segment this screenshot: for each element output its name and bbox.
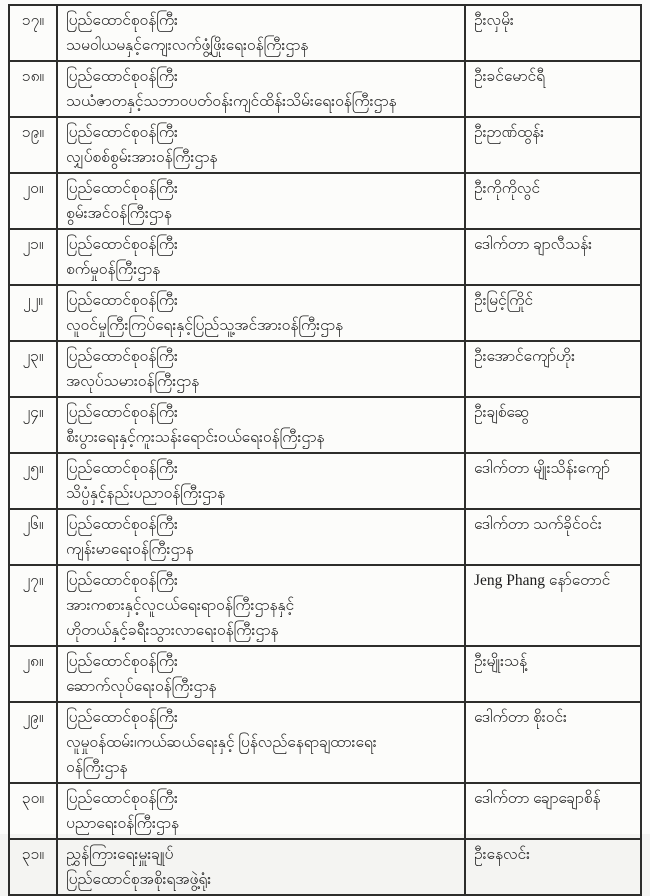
position-and-ministry-cell	[58, 703, 466, 782]
minister-name-cell: ဦးအောင်ကျော်ဟိုး	[474, 348, 576, 365]
ministers-table	[8, 4, 642, 896]
table-row	[10, 62, 640, 118]
ministry-name-line: လျှပ်စစ်စွမ်းအားဝန်ကြီးဌာန	[66, 149, 218, 166]
position-title-line: ပြည်ထောင်စုဝန်ကြီး	[66, 236, 178, 253]
ministry-name-line: ဟိုတယ်နှင့်ခရီးသွားလာရေးဝန်ကြီးဌာန	[66, 622, 279, 639]
position-and-ministry-cell	[58, 784, 466, 838]
table-row	[10, 566, 640, 647]
ministry-name-line: ကျန်းမာရေးဝန်ကြီးဌာန	[66, 541, 194, 558]
position-and-ministry-cell	[58, 174, 466, 228]
minister-name-cell: ဒေါက်တာ မျိုးသိန်းကျော်	[474, 460, 610, 477]
ministry-name-line: ဆောက်လုပ်ရေးဝန်ကြီးဌာန	[66, 678, 217, 695]
minister-name-cell: ဦးမြင့်ကြိုင်	[474, 292, 533, 309]
position-and-ministry-cell	[58, 510, 466, 564]
ministry-name-line: သိပ္ပံနှင့်နည်းပညာဝန်ကြီးဌာန	[66, 485, 225, 502]
row-number: ၂၁။	[10, 230, 58, 284]
table-row	[10, 510, 640, 566]
table-row	[10, 647, 640, 703]
ministry-name-line: ဝန်ကြီးဌာန	[66, 759, 128, 776]
minister-name-cell: ဒေါက်တာ ချာလီသန်း	[474, 236, 593, 253]
position-title-line: ညွှန်ကြားရေးမှူးချုပ်	[66, 846, 174, 863]
position-and-ministry-cell	[58, 118, 466, 172]
ministry-name-line: သယံဇာတနှင့်သဘာဝပတ်ဝန်းကျင်ထိန်းသိမ်းရေးဝန်ကြီးဌာန	[66, 93, 397, 110]
minister-name-cell: ဦးမျိုးသန့်	[474, 653, 528, 670]
row-number: ၂၂။	[10, 286, 58, 340]
ministry-name-line: စွမ်းအင်ဝန်ကြီးဌာန	[66, 205, 172, 222]
ministry-name-line: အလုပ်သမားဝန်ကြီးဌာန	[66, 373, 200, 390]
row-number: ၂၆။	[10, 510, 58, 564]
minister-name-cell: ဒေါက်တာ ချောချောစိန်	[474, 790, 601, 807]
ministry-name-line: ပြည်ထောင်စုအစိုးရအဖွဲ့ရုံး	[66, 871, 212, 888]
minister-name-cell: ဦးနေလင်း	[474, 846, 531, 863]
ministry-name-line: ပညာရေးဝန်ကြီးဌာန	[66, 815, 179, 832]
position-and-ministry-cell	[58, 286, 466, 340]
row-number: ၁၇။	[10, 6, 58, 60]
minister-name-cell: ဦးဉာဏ်ထွန်း	[474, 124, 545, 141]
table-row	[10, 118, 640, 174]
row-number: ၂၀။	[10, 174, 58, 228]
position-title-line: ပြည်ထောင်စုဝန်ကြီး	[66, 572, 178, 589]
position-title-line: ပြည်ထောင်စုဝန်ကြီး	[66, 709, 178, 726]
minister-name-cell: ဒေါက်တာ စိုးဝင်း	[474, 709, 567, 726]
table-row	[10, 286, 640, 342]
position-and-ministry-cell	[58, 230, 466, 284]
row-number: ၂၅။	[10, 454, 58, 508]
row-number: ၃၁။	[10, 840, 58, 894]
row-number: ၂၇။	[10, 566, 58, 645]
position-and-ministry-cell	[58, 342, 466, 396]
position-title-line: ပြည်ထောင်စုဝန်ကြီး	[66, 180, 178, 197]
row-number: ၃၀။	[10, 784, 58, 838]
ministry-name-line: စက်မှုဝန်ကြီးဌာန	[66, 261, 161, 278]
minister-name-cell: ဦးခင်မောင်ရီ	[474, 68, 545, 85]
table-row	[10, 230, 640, 286]
ministry-name-line: စီးပွားရေးနှင့်ကူးသန်းရောင်းဝယ်ရေးဝန်ကြီးဌာန	[66, 429, 325, 446]
minister-name-cell: ဦးချစ်ဆွေ	[474, 404, 530, 421]
table-row	[10, 784, 640, 840]
ministry-name-line: လူမှုဝန်ထမ်း၊ကယ်ဆယ်ရေးနှင့် ပြန်လည်နေရာချထားရေး	[66, 734, 377, 751]
ministry-name-line: သမဝါယမနှင့်ကျေးလက်ဖွံ့ဖြိုးရေးဝန်ကြီးဌာန	[66, 37, 309, 54]
minister-name-cell: ဦးကိုကိုလွင်	[474, 180, 540, 197]
position-title-line: ပြည်ထောင်စုဝန်ကြီး	[66, 516, 178, 533]
position-title-line: ပြည်ထောင်စုဝန်ကြီး	[66, 348, 178, 365]
position-and-ministry-cell	[58, 566, 466, 645]
position-and-ministry-cell	[58, 62, 466, 116]
table-row	[10, 398, 640, 454]
ministry-name-line: လူဝင်မှုကြီးကြပ်ရေးနှင့်ပြည်သူ့အင်အားဝန်ကြီးဌာန	[66, 317, 344, 334]
row-number: ၂၄။	[10, 398, 58, 452]
row-number: ၂၃။	[10, 342, 58, 396]
position-title-line: ပြည်ထောင်စုဝန်ကြီး	[66, 124, 178, 141]
position-and-ministry-cell	[58, 454, 466, 508]
minister-name-cell: ဦးလှမိုး	[474, 12, 514, 29]
position-and-ministry-cell	[58, 647, 466, 701]
table-row	[10, 703, 640, 784]
position-title-line: ပြည်ထောင်စုဝန်ကြီး	[66, 653, 178, 670]
position-and-ministry-cell	[58, 398, 466, 452]
minister-name-cell: ဒေါက်တာ သက်ခိုင်ဝင်း	[474, 516, 602, 533]
table-row	[10, 840, 640, 896]
minister-name-cell: Jeng Phang နော်တောင်	[474, 572, 611, 589]
position-title-line: ပြည်ထောင်စုဝန်ကြီး	[66, 790, 178, 807]
position-title-line: ပြည်ထောင်စုဝန်ကြီး	[66, 460, 178, 477]
position-and-ministry-cell	[58, 6, 466, 60]
row-number: ၂၈။	[10, 647, 58, 701]
row-number: ၁၈။	[10, 62, 58, 116]
table-row	[10, 6, 640, 62]
table-row	[10, 342, 640, 398]
ministry-name-line: အားကစားနှင့်လူငယ်ရေးရာဝန်ကြီးဌာနနှင့်	[66, 597, 295, 614]
row-number: ၂၉။	[10, 703, 58, 782]
table-row	[10, 174, 640, 230]
row-number: ၁၉။	[10, 118, 58, 172]
position-title-line: ပြည်ထောင်စုဝန်ကြီး	[66, 404, 178, 421]
table-row	[10, 454, 640, 510]
position-title-line: ပြည်ထောင်စုဝန်ကြီး	[66, 12, 178, 29]
position-title-line: ပြည်ထောင်စုဝန်ကြီး	[66, 292, 178, 309]
position-and-ministry-cell	[58, 840, 466, 894]
position-title-line: ပြည်ထောင်စုဝန်ကြီး	[66, 68, 178, 85]
